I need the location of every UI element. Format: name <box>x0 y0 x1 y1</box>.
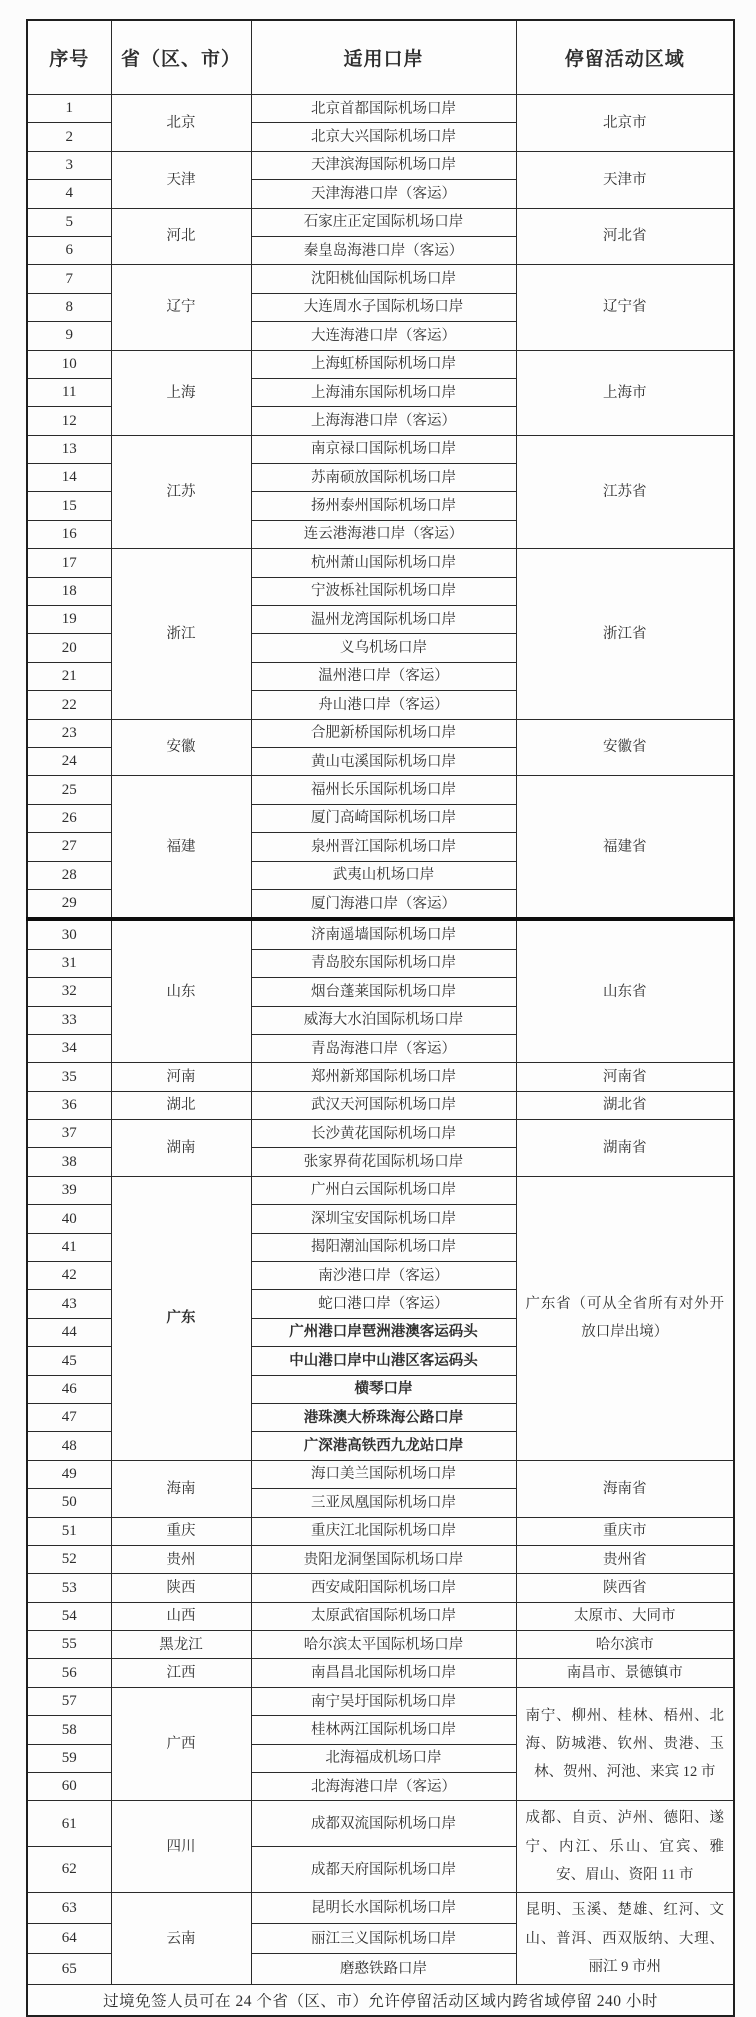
port-cell: 北京首都国际机场口岸 <box>251 95 516 123</box>
stay-area-cell: 天津市 <box>516 151 734 208</box>
port-cell: 南沙港口岸（客运） <box>251 1262 516 1290</box>
port-cell: 揭阳潮汕国际机场口岸 <box>251 1233 516 1261</box>
row-number-cell: 41 <box>27 1233 111 1261</box>
row-number-cell: 59 <box>27 1744 111 1772</box>
stay-area-cell: 福建省 <box>516 776 734 919</box>
row-number-cell: 28 <box>27 861 111 889</box>
stay-area-cell: 广东省（可从全省所有对外开放口岸出境） <box>516 1176 734 1460</box>
port-cell: 深圳宝安国际机场口岸 <box>251 1205 516 1233</box>
row-number-cell: 62 <box>27 1847 111 1893</box>
row-number-cell: 30 <box>27 919 111 949</box>
port-cell: 义乌机场口岸 <box>251 634 516 662</box>
province-cell: 辽宁 <box>111 265 251 350</box>
row-number-cell: 31 <box>27 949 111 977</box>
stay-area-cell: 南昌市、景德镇市 <box>516 1659 734 1687</box>
row-number-cell: 54 <box>27 1602 111 1630</box>
row-number-cell: 18 <box>27 577 111 605</box>
row-number-cell: 5 <box>27 208 111 236</box>
stay-area-cell: 太原市、大同市 <box>516 1602 734 1630</box>
row-number-cell: 34 <box>27 1034 111 1062</box>
table-row <box>27 1545 734 1573</box>
table-row <box>27 1574 734 1602</box>
port-cell: 蛇口港口岸（客运） <box>251 1290 516 1318</box>
row-number-cell: 49 <box>27 1460 111 1488</box>
row-number-cell: 9 <box>27 322 111 350</box>
table-row <box>27 1631 734 1659</box>
port-cell: 长沙黄花国际机场口岸 <box>251 1120 516 1148</box>
table-row <box>27 265 734 293</box>
row-number-cell: 20 <box>27 634 111 662</box>
province-cell: 浙江 <box>111 549 251 719</box>
port-cell: 成都双流国际机场口岸 <box>251 1801 516 1847</box>
row-number-cell: 48 <box>27 1432 111 1460</box>
port-cell: 泉州晋江国际机场口岸 <box>251 833 516 861</box>
stay-area-cell: 北京市 <box>516 95 734 152</box>
port-cell: 中山港口岸中山港区客运码头 <box>251 1347 516 1375</box>
row-number-cell: 19 <box>27 606 111 634</box>
province-cell: 贵州 <box>111 1545 251 1573</box>
row-number-cell: 26 <box>27 804 111 832</box>
stay-area-cell: 浙江省 <box>516 549 734 719</box>
port-cell: 温州龙湾国际机场口岸 <box>251 606 516 634</box>
transit-ports-table <box>26 19 735 2017</box>
province-cell: 上海 <box>111 350 251 435</box>
table-row <box>27 95 734 123</box>
footer-row <box>27 1985 734 2017</box>
row-number-cell: 1 <box>27 95 111 123</box>
row-number-cell: 55 <box>27 1631 111 1659</box>
port-cell: 海口美兰国际机场口岸 <box>251 1460 516 1488</box>
port-cell: 青岛海港口岸（客运） <box>251 1034 516 1062</box>
row-number-cell: 45 <box>27 1347 111 1375</box>
row-number-cell: 53 <box>27 1574 111 1602</box>
port-cell: 济南遥墙国际机场口岸 <box>251 919 516 949</box>
port-cell: 太原武宿国际机场口岸 <box>251 1602 516 1630</box>
row-number-cell: 43 <box>27 1290 111 1318</box>
table-row <box>27 1063 734 1091</box>
port-cell: 上海浦东国际机场口岸 <box>251 378 516 406</box>
table-row <box>27 719 734 747</box>
row-number-cell: 37 <box>27 1120 111 1148</box>
header-row <box>27 20 734 95</box>
row-number-cell: 57 <box>27 1687 111 1715</box>
port-cell: 青岛胶东国际机场口岸 <box>251 949 516 977</box>
port-cell: 厦门高崎国际机场口岸 <box>251 804 516 832</box>
row-number-cell: 24 <box>27 747 111 775</box>
row-number-cell: 32 <box>27 978 111 1006</box>
port-cell: 天津滨海国际机场口岸 <box>251 151 516 179</box>
province-cell: 湖南 <box>111 1120 251 1177</box>
transit-ports-table-wrap <box>26 19 733 2017</box>
port-cell: 大连周水子国际机场口岸 <box>251 293 516 321</box>
province-cell: 湖北 <box>111 1091 251 1119</box>
stay-area-cell: 江苏省 <box>516 435 734 549</box>
province-cell: 安徽 <box>111 719 251 776</box>
table-row <box>27 1120 734 1148</box>
port-cell: 舟山港口岸（客运） <box>251 691 516 719</box>
row-number-cell: 16 <box>27 520 111 548</box>
table-row <box>27 1687 734 1715</box>
table-row <box>27 151 734 179</box>
province-cell: 云南 <box>111 1893 251 1985</box>
province-cell: 山东 <box>111 919 251 1062</box>
row-number-cell: 42 <box>27 1262 111 1290</box>
row-number-cell: 51 <box>27 1517 111 1545</box>
row-number-cell: 7 <box>27 265 111 293</box>
stay-area-cell: 重庆市 <box>516 1517 734 1545</box>
province-cell: 广西 <box>111 1687 251 1801</box>
table-row <box>27 919 734 949</box>
port-cell: 连云港海港口岸（客运） <box>251 520 516 548</box>
port-cell: 宁波栎社国际机场口岸 <box>251 577 516 605</box>
row-number-cell: 52 <box>27 1545 111 1573</box>
port-cell: 北海海港口岸（客运） <box>251 1773 516 1801</box>
port-cell: 杭州萧山国际机场口岸 <box>251 549 516 577</box>
port-cell: 广州白云国际机场口岸 <box>251 1176 516 1204</box>
province-cell: 河北 <box>111 208 251 265</box>
header-cell-stay-area: 停留活动区域 <box>516 20 734 95</box>
row-number-cell: 10 <box>27 350 111 378</box>
row-number-cell: 12 <box>27 407 111 435</box>
port-cell: 横琴口岸 <box>251 1375 516 1403</box>
row-number-cell: 64 <box>27 1923 111 1954</box>
table-row <box>27 208 734 236</box>
port-cell: 苏南硕放国际机场口岸 <box>251 464 516 492</box>
port-cell: 贵阳龙洞堡国际机场口岸 <box>251 1545 516 1573</box>
port-cell: 广州港口岸琶洲港澳客运码头 <box>251 1318 516 1346</box>
row-number-cell: 47 <box>27 1403 111 1431</box>
table-row <box>27 1517 734 1545</box>
row-number-cell: 2 <box>27 123 111 151</box>
row-number-cell: 40 <box>27 1205 111 1233</box>
row-number-cell: 61 <box>27 1801 111 1847</box>
port-cell: 天津海港口岸（客运） <box>251 180 516 208</box>
port-cell: 烟台蓬莱国际机场口岸 <box>251 978 516 1006</box>
row-number-cell: 50 <box>27 1489 111 1517</box>
province-cell: 福建 <box>111 776 251 919</box>
header-cell-port: 适用口岸 <box>251 20 516 95</box>
table-row <box>27 1602 734 1630</box>
row-number-cell: 13 <box>27 435 111 463</box>
port-cell: 北京大兴国际机场口岸 <box>251 123 516 151</box>
table-header <box>27 20 734 95</box>
stay-area-cell: 辽宁省 <box>516 265 734 350</box>
port-cell: 武夷山机场口岸 <box>251 861 516 889</box>
port-cell: 重庆江北国际机场口岸 <box>251 1517 516 1545</box>
port-cell: 郑州新郑国际机场口岸 <box>251 1063 516 1091</box>
port-cell: 厦门海港口岸（客运） <box>251 889 516 919</box>
table-row <box>27 1659 734 1687</box>
row-number-cell: 15 <box>27 492 111 520</box>
port-cell: 港珠澳大桥珠海公路口岸 <box>251 1403 516 1431</box>
table-row <box>27 1893 734 1924</box>
stay-area-cell: 山东省 <box>516 919 734 1062</box>
port-cell: 张家界荷花国际机场口岸 <box>251 1148 516 1176</box>
row-number-cell: 6 <box>27 236 111 264</box>
port-cell: 北海福成机场口岸 <box>251 1744 516 1772</box>
row-number-cell: 11 <box>27 378 111 406</box>
port-cell: 广深港高铁西九龙站口岸 <box>251 1432 516 1460</box>
table-row <box>27 350 734 378</box>
port-cell: 三亚凤凰国际机场口岸 <box>251 1489 516 1517</box>
port-cell: 南宁吴圩国际机场口岸 <box>251 1687 516 1715</box>
port-cell: 大连海港口岸（客运） <box>251 322 516 350</box>
stay-area-cell: 哈尔滨市 <box>516 1631 734 1659</box>
port-cell: 沈阳桃仙国际机场口岸 <box>251 265 516 293</box>
row-number-cell: 8 <box>27 293 111 321</box>
row-number-cell: 39 <box>27 1176 111 1204</box>
row-number-cell: 56 <box>27 1659 111 1687</box>
port-cell: 武汉天河国际机场口岸 <box>251 1091 516 1119</box>
stay-area-cell: 陕西省 <box>516 1574 734 1602</box>
table-row <box>27 1460 734 1488</box>
table-row <box>27 776 734 804</box>
port-cell: 哈尔滨太平国际机场口岸 <box>251 1631 516 1659</box>
stay-area-cell: 安徽省 <box>516 719 734 776</box>
table-footer <box>27 1985 734 2017</box>
row-number-cell: 25 <box>27 776 111 804</box>
port-cell: 上海海港口岸（客运） <box>251 407 516 435</box>
row-number-cell: 35 <box>27 1063 111 1091</box>
port-cell: 南昌昌北国际机场口岸 <box>251 1659 516 1687</box>
port-cell: 石家庄正定国际机场口岸 <box>251 208 516 236</box>
table-row <box>27 1176 734 1204</box>
stay-area-cell: 河北省 <box>516 208 734 265</box>
stay-area-cell: 上海市 <box>516 350 734 435</box>
province-cell: 北京 <box>111 95 251 152</box>
province-cell: 广东 <box>111 1176 251 1460</box>
table-row <box>27 1801 734 1847</box>
row-number-cell: 38 <box>27 1148 111 1176</box>
port-cell: 昆明长水国际机场口岸 <box>251 1893 516 1924</box>
port-cell: 桂林两江国际机场口岸 <box>251 1716 516 1744</box>
row-number-cell: 36 <box>27 1091 111 1119</box>
table-row <box>27 435 734 463</box>
port-cell: 西安咸阳国际机场口岸 <box>251 1574 516 1602</box>
port-cell: 丽江三义国际机场口岸 <box>251 1923 516 1954</box>
port-cell: 成都天府国际机场口岸 <box>251 1847 516 1893</box>
row-number-cell: 58 <box>27 1716 111 1744</box>
row-number-cell: 23 <box>27 719 111 747</box>
row-number-cell: 17 <box>27 549 111 577</box>
stay-area-cell: 河南省 <box>516 1063 734 1091</box>
header-cell-province: 省（区、市） <box>111 20 251 95</box>
stay-area-cell: 南宁、柳州、桂林、梧州、北海、防城港、钦州、贵港、玉林、贺州、河池、来宾 12 市 <box>516 1687 734 1801</box>
stay-area-cell: 成都、自贡、泸州、德阳、遂宁、内江、乐山、宜宾、雅安、眉山、资阳 11 市 <box>516 1801 734 1893</box>
table-row <box>27 1091 734 1119</box>
row-number-cell: 3 <box>27 151 111 179</box>
province-cell: 重庆 <box>111 1517 251 1545</box>
province-cell: 江西 <box>111 1659 251 1687</box>
row-number-cell: 44 <box>27 1318 111 1346</box>
province-cell: 四川 <box>111 1801 251 1893</box>
row-number-cell: 60 <box>27 1773 111 1801</box>
row-number-cell: 33 <box>27 1006 111 1034</box>
header-cell-index: 序号 <box>27 20 111 95</box>
port-cell: 黄山屯溪国际机场口岸 <box>251 747 516 775</box>
stay-area-cell: 湖北省 <box>516 1091 734 1119</box>
row-number-cell: 22 <box>27 691 111 719</box>
province-cell: 海南 <box>111 1460 251 1517</box>
port-cell: 合肥新桥国际机场口岸 <box>251 719 516 747</box>
stay-area-cell: 湖南省 <box>516 1120 734 1177</box>
footer-note: 过境免签人员可在 24 个省（区、市）允许停留活动区域内跨省域停留 240 小时 <box>27 1985 734 2017</box>
row-number-cell: 63 <box>27 1893 111 1924</box>
stay-area-cell: 贵州省 <box>516 1545 734 1573</box>
province-cell: 河南 <box>111 1063 251 1091</box>
row-number-cell: 65 <box>27 1954 111 1985</box>
province-cell: 黑龙江 <box>111 1631 251 1659</box>
row-number-cell: 27 <box>27 833 111 861</box>
stay-area-cell: 海南省 <box>516 1460 734 1517</box>
port-cell: 温州港口岸（客运） <box>251 662 516 690</box>
port-cell: 扬州泰州国际机场口岸 <box>251 492 516 520</box>
row-number-cell: 14 <box>27 464 111 492</box>
province-cell: 天津 <box>111 151 251 208</box>
stay-area-cell: 昆明、玉溪、楚雄、红河、文山、普洱、西双版纳、大理、丽江 9 市州 <box>516 1893 734 1985</box>
province-cell: 山西 <box>111 1602 251 1630</box>
port-cell: 秦皇岛海港口岸（客运） <box>251 236 516 264</box>
port-cell: 威海大水泊国际机场口岸 <box>251 1006 516 1034</box>
row-number-cell: 46 <box>27 1375 111 1403</box>
table-body <box>27 95 734 1985</box>
row-number-cell: 4 <box>27 180 111 208</box>
row-number-cell: 21 <box>27 662 111 690</box>
row-number-cell: 29 <box>27 889 111 919</box>
province-cell: 江苏 <box>111 435 251 549</box>
port-cell: 南京禄口国际机场口岸 <box>251 435 516 463</box>
port-cell: 磨憨铁路口岸 <box>251 1954 516 1985</box>
port-cell: 福州长乐国际机场口岸 <box>251 776 516 804</box>
port-cell: 上海虹桥国际机场口岸 <box>251 350 516 378</box>
table-row <box>27 549 734 577</box>
province-cell: 陕西 <box>111 1574 251 1602</box>
